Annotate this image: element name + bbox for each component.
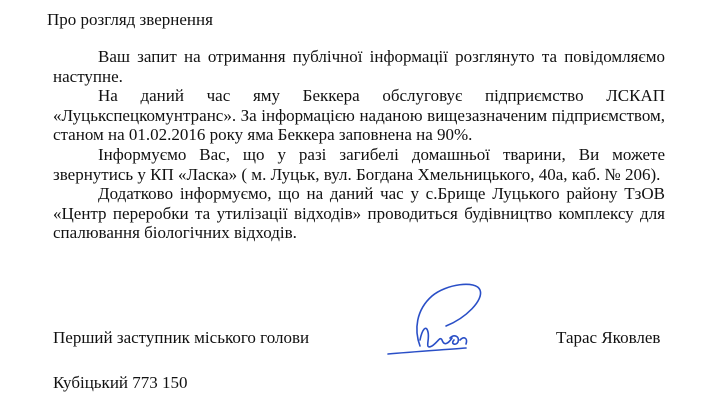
paragraph-incinerator-construction: Додатково інформуємо, що на даний час у с.Брище Луцького району ТзОВ «Центр переробки та утилізації відходів» проводиться будівництво комплексу для спалювання біологічних відходів. (53, 184, 665, 243)
letter-subject: Про розгляд звернення (47, 10, 213, 29)
paragraph-request-reviewed: Ваш запит на отримання публічної інформації розглянуто та повідомляємо наступне. (53, 47, 665, 86)
signatory-title: Перший заступник міського голови (53, 328, 310, 347)
handwritten-signature (380, 280, 500, 362)
signatory-name: Тарас Яковлев (556, 328, 661, 347)
executor-contact: Кубіцький 773 150 (53, 373, 188, 392)
paragraph-becker-pit-status: На даний час яму Беккера обслуговує підприємство ЛСКАП «Луцькспецкомунтранс». За інформацією наданою вищезазначеним підприємством, станом на 01.02.2016 року яма Беккера заповнена на 90%. (53, 86, 665, 145)
letter-body (53, 47, 665, 243)
paragraph-animal-disposal-info: Інформуємо Вас, що у разі загибелі домашньої тварини, Ви можете звернутись у КП «Ласка» ( м. Луцьк, вул. Богдана Хмельницького, 40а, каб. № 206). (53, 144, 665, 184)
